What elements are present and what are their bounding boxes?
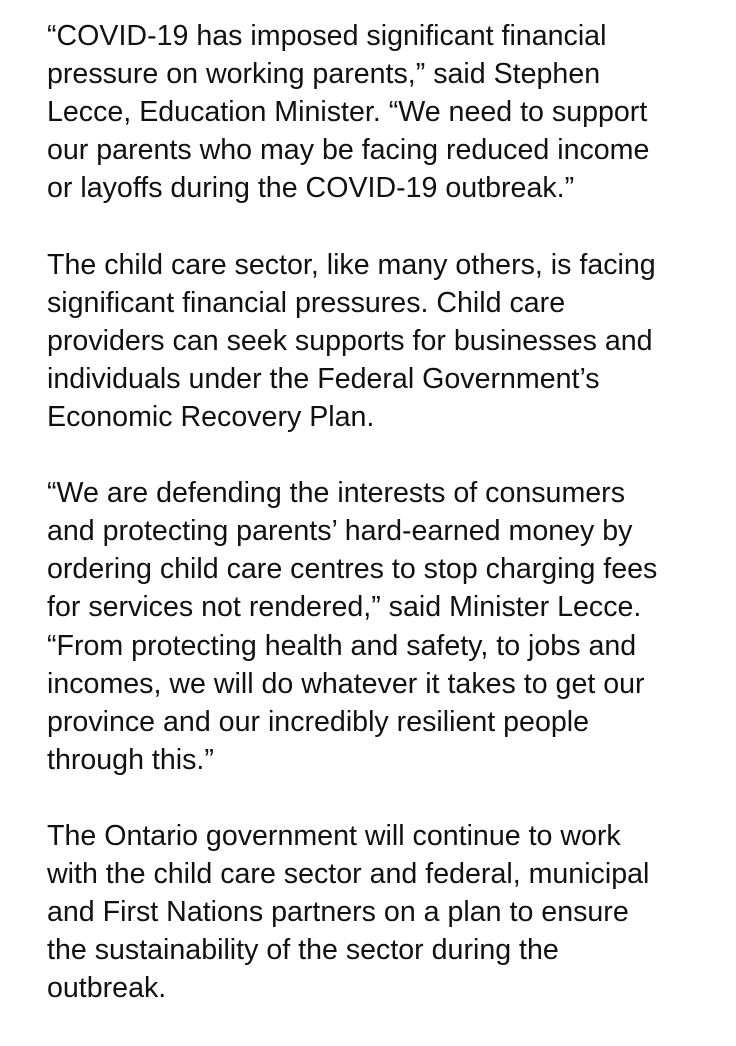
- text-line: Lecce, Education Minister. “We need to support: [47, 96, 648, 129]
- text-line: “COVID-19 has imposed significant financial: [47, 20, 607, 52]
- text-line: for services not rendered,” said Minister Lecce.: [47, 591, 642, 624]
- text-line: individuals under the Federal Government’s: [47, 362, 600, 395]
- document-body: [47, 17, 727, 1046]
- text-line: or layoffs during the COVID-19 outbreak.”: [47, 172, 575, 205]
- text-line: outbreak.: [47, 972, 167, 1005]
- text-line: significant financial pressures. Child care: [47, 286, 566, 319]
- text-line: incomes, we will do whatever it takes to get our: [47, 667, 645, 700]
- text-line: and protecting parents’ hard-earned money by: [47, 515, 633, 548]
- text-line: ordering child care centres to stop charging fees: [47, 553, 658, 586]
- paragraph-quote-lecce-2: [47, 474, 727, 779]
- paragraph-sector-pressures: [47, 246, 727, 436]
- text-line: providers can seek supports for businesses and: [47, 324, 653, 357]
- paragraph-ontario-government: [47, 817, 727, 1007]
- text-line: the sustainability of the sector during the: [47, 934, 559, 967]
- text-line: Economic Recovery Plan.: [47, 400, 375, 433]
- paragraph-quote-lecce-1: [47, 17, 727, 207]
- text-line: “We are defending the interests of consumers: [47, 477, 626, 510]
- text-line: our parents who may be facing reduced income: [47, 134, 650, 167]
- text-line: and First Nations partners on a plan to ensure: [47, 896, 629, 929]
- text-line: The child care sector, like many others, is facing: [47, 248, 656, 281]
- text-line: through this.”: [47, 743, 214, 776]
- text-line: “From protecting health and safety, to jobs and: [47, 629, 637, 662]
- text-line: with the child care sector and federal, municipal: [47, 858, 650, 891]
- text-line: The Ontario government will continue to work: [47, 819, 621, 852]
- text-line: pressure on working parents,” said Stephen: [47, 58, 601, 91]
- text-line: province and our incredibly resilient people: [47, 705, 590, 738]
